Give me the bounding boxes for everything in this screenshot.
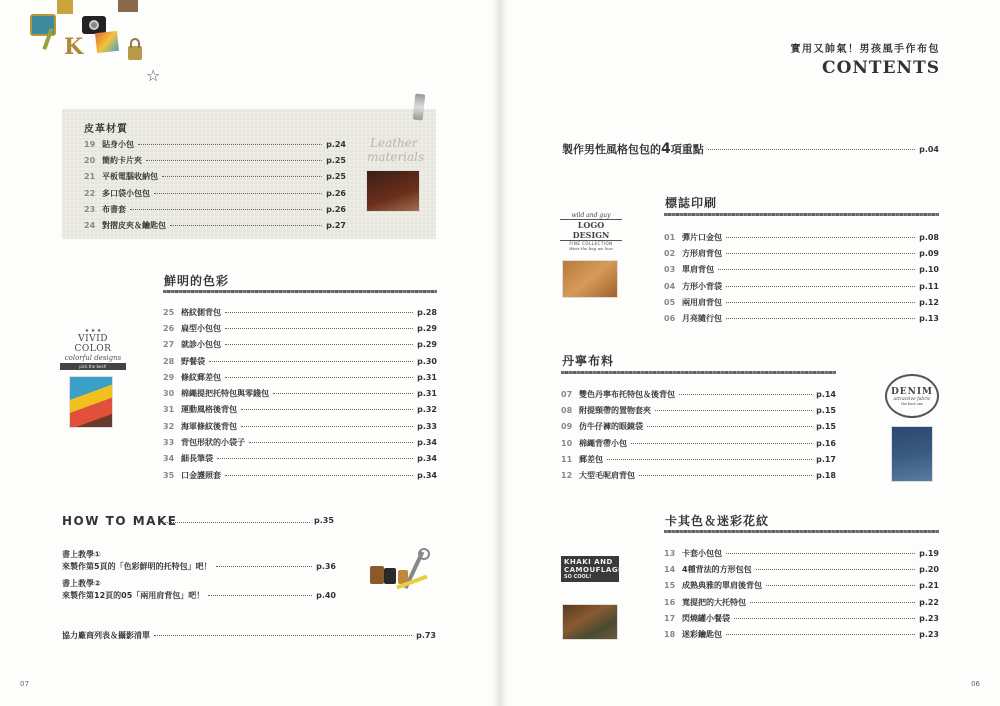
toc-page: p.31 bbox=[417, 389, 437, 399]
toc-page: p.13 bbox=[919, 314, 939, 324]
khaki-bag-photo bbox=[562, 604, 618, 640]
toc-item[interactable] bbox=[664, 229, 939, 245]
lesson2-text: 來製作第12頁的05「兩用肩背包」吧！ bbox=[62, 591, 205, 600]
alphabet-charm-k: K bbox=[64, 34, 84, 60]
toc-page: p.11 bbox=[919, 281, 939, 291]
toc-item[interactable] bbox=[561, 419, 836, 435]
khaki-badge-line2: CAMOUFLAGE bbox=[564, 566, 624, 574]
lesson1-page: p.36 bbox=[316, 562, 336, 571]
stamp-charm-icon bbox=[57, 0, 73, 14]
toc-page: p.28 bbox=[417, 307, 437, 317]
toc-num: 02 bbox=[664, 248, 676, 258]
camera-charm-icon bbox=[82, 16, 106, 34]
toc-title: 方形肩背包 bbox=[682, 248, 722, 258]
toc-num: 31 bbox=[163, 405, 175, 415]
toc-page: p.33 bbox=[417, 421, 437, 431]
toc-title: 細長筆袋 bbox=[181, 454, 213, 464]
toc-title: 兩用肩背包 bbox=[682, 297, 722, 307]
lesson2-heading: 書上教學② bbox=[62, 579, 101, 588]
vivid-section-rule bbox=[163, 290, 437, 293]
toc-num: 17 bbox=[664, 613, 676, 623]
toc-page: p.24 bbox=[326, 139, 346, 149]
toc-num: 12 bbox=[561, 471, 573, 481]
toc-title: 布書套 bbox=[102, 204, 126, 214]
toc-item[interactable] bbox=[84, 169, 346, 185]
toc-num: 08 bbox=[561, 405, 573, 415]
toc-title: 口金護照套 bbox=[181, 470, 221, 480]
toc-title: 迷彩鑰匙包 bbox=[682, 630, 722, 640]
toc-item[interactable] bbox=[163, 402, 437, 418]
toc-title: 仿牛仔褲的眼鏡袋 bbox=[579, 422, 643, 432]
toc-page: p.15 bbox=[816, 405, 836, 415]
toc-num: 07 bbox=[561, 389, 573, 399]
toc-title: 貼身小包 bbox=[102, 139, 134, 149]
toc-page: p.29 bbox=[417, 323, 437, 333]
toc-item[interactable] bbox=[163, 467, 437, 483]
toc-item[interactable] bbox=[664, 294, 939, 310]
toc-page: p.34 bbox=[417, 454, 437, 464]
toc-item[interactable] bbox=[664, 262, 939, 278]
toc-page: p.15 bbox=[816, 422, 836, 432]
leather-wallet-photo bbox=[366, 170, 420, 212]
credits-row[interactable] bbox=[62, 630, 436, 641]
toc-title: 多口袋小包包 bbox=[102, 188, 150, 198]
logo-badge-line2: LOGO DESIGN bbox=[560, 219, 622, 241]
key-points-number: 4 bbox=[661, 141, 671, 157]
toc-item[interactable] bbox=[163, 385, 437, 401]
leather-deco-text-2: materials bbox=[367, 150, 425, 164]
toc-item[interactable] bbox=[84, 185, 346, 201]
vivid-color-badge: ★ ★ ★ VIVID COLOR colorful designs pick the best! bbox=[60, 328, 126, 370]
toc-num: 04 bbox=[664, 281, 676, 291]
lesson2-row[interactable] bbox=[62, 590, 336, 601]
logo-badge-line1: wild and guy bbox=[571, 212, 611, 219]
toc-title: 大型毛呢肩背包 bbox=[579, 471, 635, 481]
right-page-number: 06 bbox=[971, 680, 980, 688]
tag-charm-icon bbox=[118, 0, 138, 12]
denim-badge-title: DENIM bbox=[890, 386, 934, 397]
toc-num: 06 bbox=[664, 314, 676, 324]
toc-title: 卡套小包包 bbox=[682, 548, 722, 558]
khaki-section-rule bbox=[664, 530, 939, 533]
toc-page: p.20 bbox=[919, 564, 939, 574]
logo-section-title: 標誌印刷 bbox=[665, 196, 718, 210]
toc-title: 背包形狀的小袋子 bbox=[181, 438, 245, 448]
toc-page: p.34 bbox=[417, 438, 437, 448]
toc-num: 09 bbox=[561, 422, 573, 432]
toc-item[interactable] bbox=[561, 435, 836, 451]
toc-title: 棉繩背帶小包 bbox=[579, 438, 627, 448]
toc-page: p.23 bbox=[919, 613, 939, 623]
toc-page: p.26 bbox=[326, 204, 346, 214]
toc-item[interactable] bbox=[561, 451, 836, 467]
key-points-text-b: 項重點 bbox=[670, 143, 704, 156]
toc-item[interactable] bbox=[664, 310, 939, 326]
toc-page: p.21 bbox=[919, 581, 939, 591]
logo-bag-photo bbox=[562, 260, 618, 298]
toc-num: 24 bbox=[84, 221, 96, 231]
toc-num: 22 bbox=[84, 188, 96, 198]
denim-bag-photo bbox=[891, 426, 933, 482]
toc-title: 簡約卡片夾 bbox=[102, 155, 142, 165]
lesson2-page: p.40 bbox=[316, 591, 336, 600]
toc-item[interactable] bbox=[163, 320, 437, 336]
toc-item[interactable] bbox=[163, 353, 437, 369]
toc-page: p.31 bbox=[417, 372, 437, 382]
denim-toc-list bbox=[561, 386, 836, 484]
toc-page: p.12 bbox=[919, 297, 939, 307]
padlock-charm-icon bbox=[128, 46, 142, 60]
toc-page: p.23 bbox=[919, 630, 939, 640]
toc-page: p.27 bbox=[326, 221, 346, 231]
toc-num: 32 bbox=[163, 421, 175, 431]
logo-badge-line4: Wear the bag we love bbox=[569, 246, 613, 251]
vivid-badge-ribbon: pick the best! bbox=[60, 363, 126, 370]
toc-item[interactable] bbox=[163, 434, 437, 450]
logo-badge-line3: FINE COLLECTION bbox=[569, 241, 613, 246]
toc-item[interactable] bbox=[561, 402, 836, 418]
toc-title: 就診小包包 bbox=[181, 340, 221, 350]
toc-num: 20 bbox=[84, 155, 96, 165]
toc-page: p.30 bbox=[417, 356, 437, 366]
toc-num: 13 bbox=[664, 548, 676, 558]
khaki-camo-badge bbox=[561, 556, 624, 582]
toc-num: 16 bbox=[664, 597, 676, 607]
toc-item[interactable] bbox=[84, 201, 346, 217]
toc-page: p.08 bbox=[919, 232, 939, 242]
toc-title: 平板電腦收納包 bbox=[102, 172, 158, 182]
sewing-tools-icon bbox=[368, 548, 440, 596]
toc-title: 棉繩提把托特包與零錢包 bbox=[181, 389, 269, 399]
toc-num: 33 bbox=[163, 438, 175, 448]
toc-title: 雙色丹寧布托特包＆後背包 bbox=[579, 389, 675, 399]
denim-badge bbox=[885, 374, 939, 418]
toc-num: 05 bbox=[664, 297, 676, 307]
toc-num: 21 bbox=[84, 172, 96, 182]
khaki-badge-line1: KHAKI AND bbox=[564, 558, 613, 566]
vivid-toc-list bbox=[163, 304, 437, 483]
toc-item[interactable] bbox=[664, 561, 939, 577]
toc-num: 26 bbox=[163, 323, 175, 333]
toc-item[interactable] bbox=[561, 386, 836, 402]
leather-toc-list bbox=[84, 136, 346, 234]
credits-page: p.73 bbox=[416, 631, 436, 640]
toc-num: 28 bbox=[163, 356, 175, 366]
colorful-square-charm-icon bbox=[95, 31, 119, 53]
key-points-text-a: 製作男性風格包包的 bbox=[562, 143, 661, 156]
toc-item[interactable] bbox=[163, 418, 437, 434]
toc-page: p.16 bbox=[816, 438, 836, 448]
toc-item[interactable] bbox=[84, 136, 346, 152]
toc-num: 18 bbox=[664, 630, 676, 640]
toc-item[interactable] bbox=[84, 217, 346, 233]
toc-item[interactable] bbox=[163, 304, 437, 320]
toc-num: 01 bbox=[664, 232, 676, 242]
lesson1-heading: 書上教學① bbox=[62, 550, 101, 559]
key-points-page: p.04 bbox=[919, 144, 939, 154]
credits-text: 協力廠商列表＆攝影清單 bbox=[62, 631, 150, 640]
vivid-badge-subtitle: colorful designs bbox=[64, 354, 122, 362]
toc-title: 閃燒罐小餐袋 bbox=[682, 613, 730, 623]
toc-page: p.25 bbox=[326, 172, 346, 182]
toc-item[interactable] bbox=[664, 545, 939, 561]
toc-page: p.25 bbox=[326, 155, 346, 165]
leather-deco-text-1: Leather bbox=[370, 136, 418, 150]
toc-item[interactable] bbox=[84, 152, 346, 168]
toc-num: 15 bbox=[664, 581, 676, 591]
vivid-section-title: 鮮明的色彩 bbox=[164, 274, 230, 288]
toc-page: p.32 bbox=[417, 405, 437, 415]
vivid-bags-photo bbox=[69, 376, 113, 428]
book-gutter bbox=[492, 0, 508, 706]
toc-num: 03 bbox=[664, 265, 676, 275]
toc-title: 對摺皮夾＆鑰匙包 bbox=[102, 221, 166, 231]
khaki-toc-list bbox=[664, 545, 939, 643]
toc-num: 29 bbox=[163, 372, 175, 382]
toc-item[interactable] bbox=[664, 626, 939, 642]
toc-page: p.19 bbox=[919, 548, 939, 558]
logo-section-rule bbox=[664, 213, 939, 216]
toc-title: 野餐袋 bbox=[181, 356, 205, 366]
leather-section-title: 皮革材質 bbox=[84, 124, 128, 135]
toc-page: p.09 bbox=[919, 248, 939, 258]
toc-title: 4種背法的方形包包 bbox=[682, 564, 752, 574]
toc-title: 條紋郵差包 bbox=[181, 372, 221, 382]
toc-num: 35 bbox=[163, 470, 175, 480]
howto-leader bbox=[160, 522, 310, 523]
toc-num: 23 bbox=[84, 204, 96, 214]
toc-num: 34 bbox=[163, 454, 175, 464]
toc-title: 彈片口金包 bbox=[682, 232, 722, 242]
howto-title: HOW TO MAKE bbox=[62, 514, 178, 528]
toc-num: 11 bbox=[561, 454, 573, 464]
toc-page: p.22 bbox=[919, 597, 939, 607]
denim-section-rule bbox=[561, 371, 836, 374]
toc-item[interactable] bbox=[664, 578, 939, 594]
toc-item[interactable] bbox=[664, 245, 939, 261]
toc-title: 郵差包 bbox=[579, 454, 603, 464]
toc-item[interactable] bbox=[664, 278, 939, 294]
toc-item[interactable] bbox=[664, 610, 939, 626]
toc-num: 14 bbox=[664, 564, 676, 574]
toc-page: p.14 bbox=[816, 389, 836, 399]
left-page-number: 07 bbox=[20, 680, 29, 688]
logo-design-badge bbox=[560, 212, 622, 251]
toc-num: 25 bbox=[163, 307, 175, 317]
denim-badge-ribbon: the best one bbox=[901, 401, 923, 406]
toc-page: p.26 bbox=[326, 188, 346, 198]
toc-num: 27 bbox=[163, 340, 175, 350]
howto-page: p.35 bbox=[314, 516, 334, 525]
logo-toc-list bbox=[664, 229, 939, 327]
toc-title: 附提頸帶的置物套夾 bbox=[579, 405, 651, 415]
toc-item[interactable] bbox=[163, 451, 437, 467]
khaki-badge-line3: SO COOL! bbox=[564, 574, 592, 580]
key-points-row[interactable] bbox=[562, 141, 939, 157]
lesson1-row[interactable] bbox=[62, 561, 336, 572]
toc-title: 運動風格後背包 bbox=[181, 405, 237, 415]
toc-title: 格紋側背包 bbox=[181, 307, 221, 317]
toc-title: 海軍條紋後背包 bbox=[181, 421, 237, 431]
toc-num: 10 bbox=[561, 438, 573, 448]
toc-title: 方形小背袋 bbox=[682, 281, 722, 291]
toc-item[interactable] bbox=[664, 594, 939, 610]
toc-title: 單肩背包 bbox=[682, 265, 714, 275]
book-subtitle: 實用又帥氣！男孩風手作布包 bbox=[790, 44, 940, 55]
khaki-section-title: 卡其色＆迷彩花紋 bbox=[665, 514, 770, 528]
toc-item[interactable] bbox=[561, 467, 836, 483]
toc-item[interactable] bbox=[163, 337, 437, 353]
contents-heading: CONTENTS bbox=[822, 58, 940, 78]
toc-num: 30 bbox=[163, 389, 175, 399]
denim-section-title: 丹寧布料 bbox=[562, 354, 615, 368]
toc-page: p.18 bbox=[816, 471, 836, 481]
toc-page: p.29 bbox=[417, 340, 437, 350]
lesson1-text: 來製作第5頁的「色彩鮮明的托特包」吧！ bbox=[62, 562, 212, 571]
toc-title: 月亮隨行包 bbox=[682, 314, 722, 324]
toc-page: p.17 bbox=[816, 454, 836, 464]
toc-title: 成熟典雅的單肩後背包 bbox=[682, 581, 762, 591]
toc-title: 寬提把的大托特包 bbox=[682, 597, 746, 607]
toc-title: 扁型小包包 bbox=[181, 323, 221, 333]
star-charm-icon: ☆ bbox=[146, 66, 161, 85]
toc-page: p.10 bbox=[919, 265, 939, 275]
toc-page: p.34 bbox=[417, 470, 437, 480]
toc-item[interactable] bbox=[163, 369, 437, 385]
toc-num: 19 bbox=[84, 139, 96, 149]
vivid-badge-title: VIVID COLOR bbox=[74, 334, 112, 354]
denim-badge-subtitle: attractive fabric bbox=[893, 396, 931, 402]
